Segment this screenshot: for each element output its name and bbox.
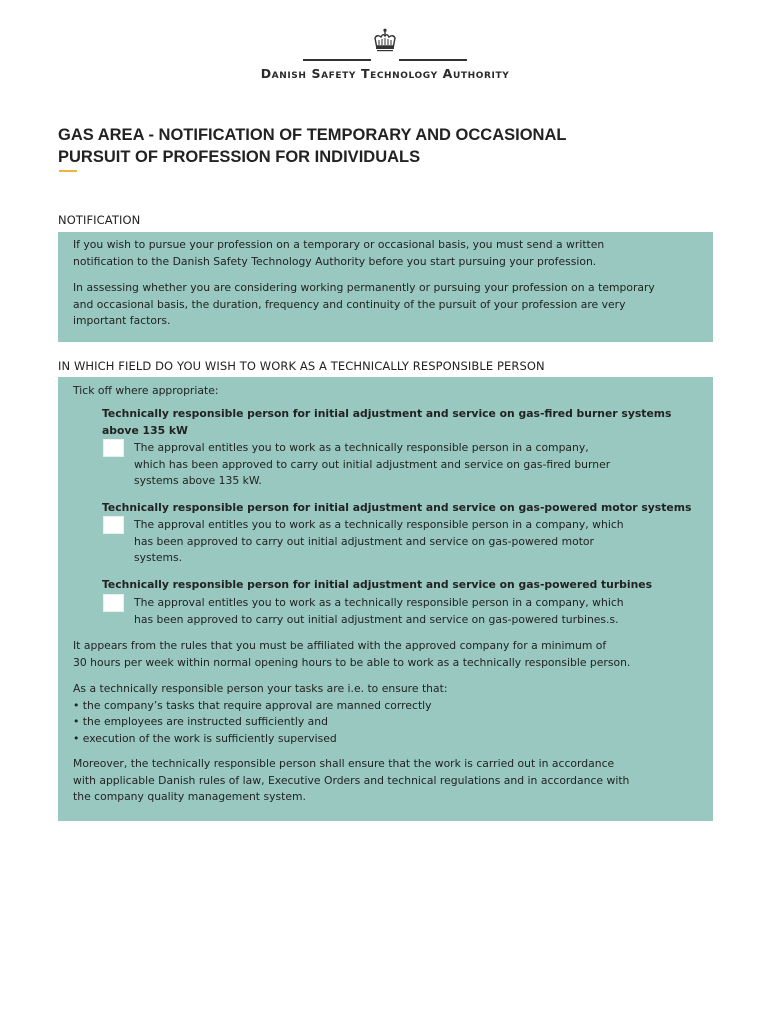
text-line: The approval entitles you to work as a technically responsible person in a company, which: [134, 518, 624, 531]
text-line: which has been approved to carry out initial adjustment and service on gas-fired burner: [134, 457, 611, 471]
option-2-description: [134, 517, 624, 567]
list-item: • the company’s tasks that require approval are manned correctly: [73, 698, 432, 712]
agency-header: [0, 28, 770, 88]
option-1-checkbox[interactable]: [103, 439, 124, 457]
text-line: It appears from the rules that you must be affiliated with the approved company for a minimum of: [73, 639, 607, 652]
option-3-description: [134, 595, 624, 628]
text-line: systems above 135 kW.: [134, 474, 262, 487]
option-3-title: Technically responsible person for initial adjustment and service on gas-powered turbines: [102, 578, 653, 591]
text-line: If you wish to pursue your profession on a temporary or occasional basis, you must send a written: [73, 238, 605, 251]
option-1-description: [134, 440, 610, 490]
title-accent-bar: [59, 170, 77, 172]
text-line: The approval entitles you to work as a technically responsible person in a company,: [134, 441, 589, 454]
option-3-checkbox[interactable]: [103, 594, 124, 612]
tasks-intro: As a technically responsible person your tasks are i.e. to ensure that:: [73, 682, 448, 695]
text-line: notification to the Danish Safety Technology Authority before you start pursuing your profession.: [73, 254, 597, 268]
page-title: [58, 124, 698, 168]
crown-icon: [371, 28, 399, 54]
list-item: • the employees are instructed sufficiently and: [73, 715, 328, 728]
notification-paragraph-1: [73, 237, 604, 270]
rules-paragraph: [73, 638, 630, 671]
header-rule-right: [399, 59, 467, 61]
text-line: and occasional basis, the duration, frequency and continuity of the pursuit of your profession are very: [73, 297, 626, 311]
text-line: Moreover, the technically responsible person shall ensure that the work is carried out in accordance: [73, 757, 615, 770]
moreover-paragraph: [73, 756, 629, 806]
option-2-title: Technically responsible person for initial adjustment and service on gas-powered motor systems: [102, 501, 692, 514]
tick-instruction: Tick off where appropriate:: [73, 384, 219, 397]
option-1-title: [102, 406, 671, 439]
notification-paragraph-2: [73, 280, 655, 330]
text-line: Technically responsible person for initial adjustment and service on gas-fired burner systems: [102, 407, 672, 420]
page-title-line: GAS AREA - NOTIFICATION OF TEMPORARY AND OCCASIONAL: [58, 126, 567, 144]
text-line: systems.: [134, 551, 183, 564]
text-line: In assessing whether you are considering working permanently or pursuing your profession on a temporary: [73, 281, 655, 294]
text-line: above 135 kW: [102, 423, 188, 437]
text-line: 30 hours per week within normal opening hours to be able to work as a technically responsible person.: [73, 655, 631, 669]
text-line: has been approved to carry out initial adjustment and service on gas-powered turbines.s.: [134, 612, 619, 626]
text-line: The approval entitles you to work as a technically responsible person in a company, which: [134, 596, 624, 609]
text-line: has been approved to carry out initial adjustment and service on gas-powered motor: [134, 534, 594, 548]
notification-heading: NOTIFICATION: [58, 213, 141, 227]
text-line: important factors.: [73, 314, 171, 327]
field-heading: IN WHICH FIELD DO YOU WISH TO WORK AS A TECHNICALLY RESPONSIBLE PERSON: [58, 359, 545, 373]
header-rule-left: [303, 59, 371, 61]
option-2-checkbox[interactable]: [103, 516, 124, 534]
list-item: • execution of the work is sufficiently supervised: [73, 731, 337, 745]
page-title-line: PURSUIT OF PROFESSION FOR INDIVIDUALS: [58, 148, 421, 166]
agency-name: Danish Safety Technology Authority: [260, 66, 510, 81]
text-line: the company quality management system.: [73, 790, 306, 803]
text-line: with applicable Danish rules of law, Executive Orders and technical regulations and in accordance with: [73, 773, 630, 787]
tasks-list: [73, 698, 448, 748]
tasks-block: [73, 681, 448, 747]
